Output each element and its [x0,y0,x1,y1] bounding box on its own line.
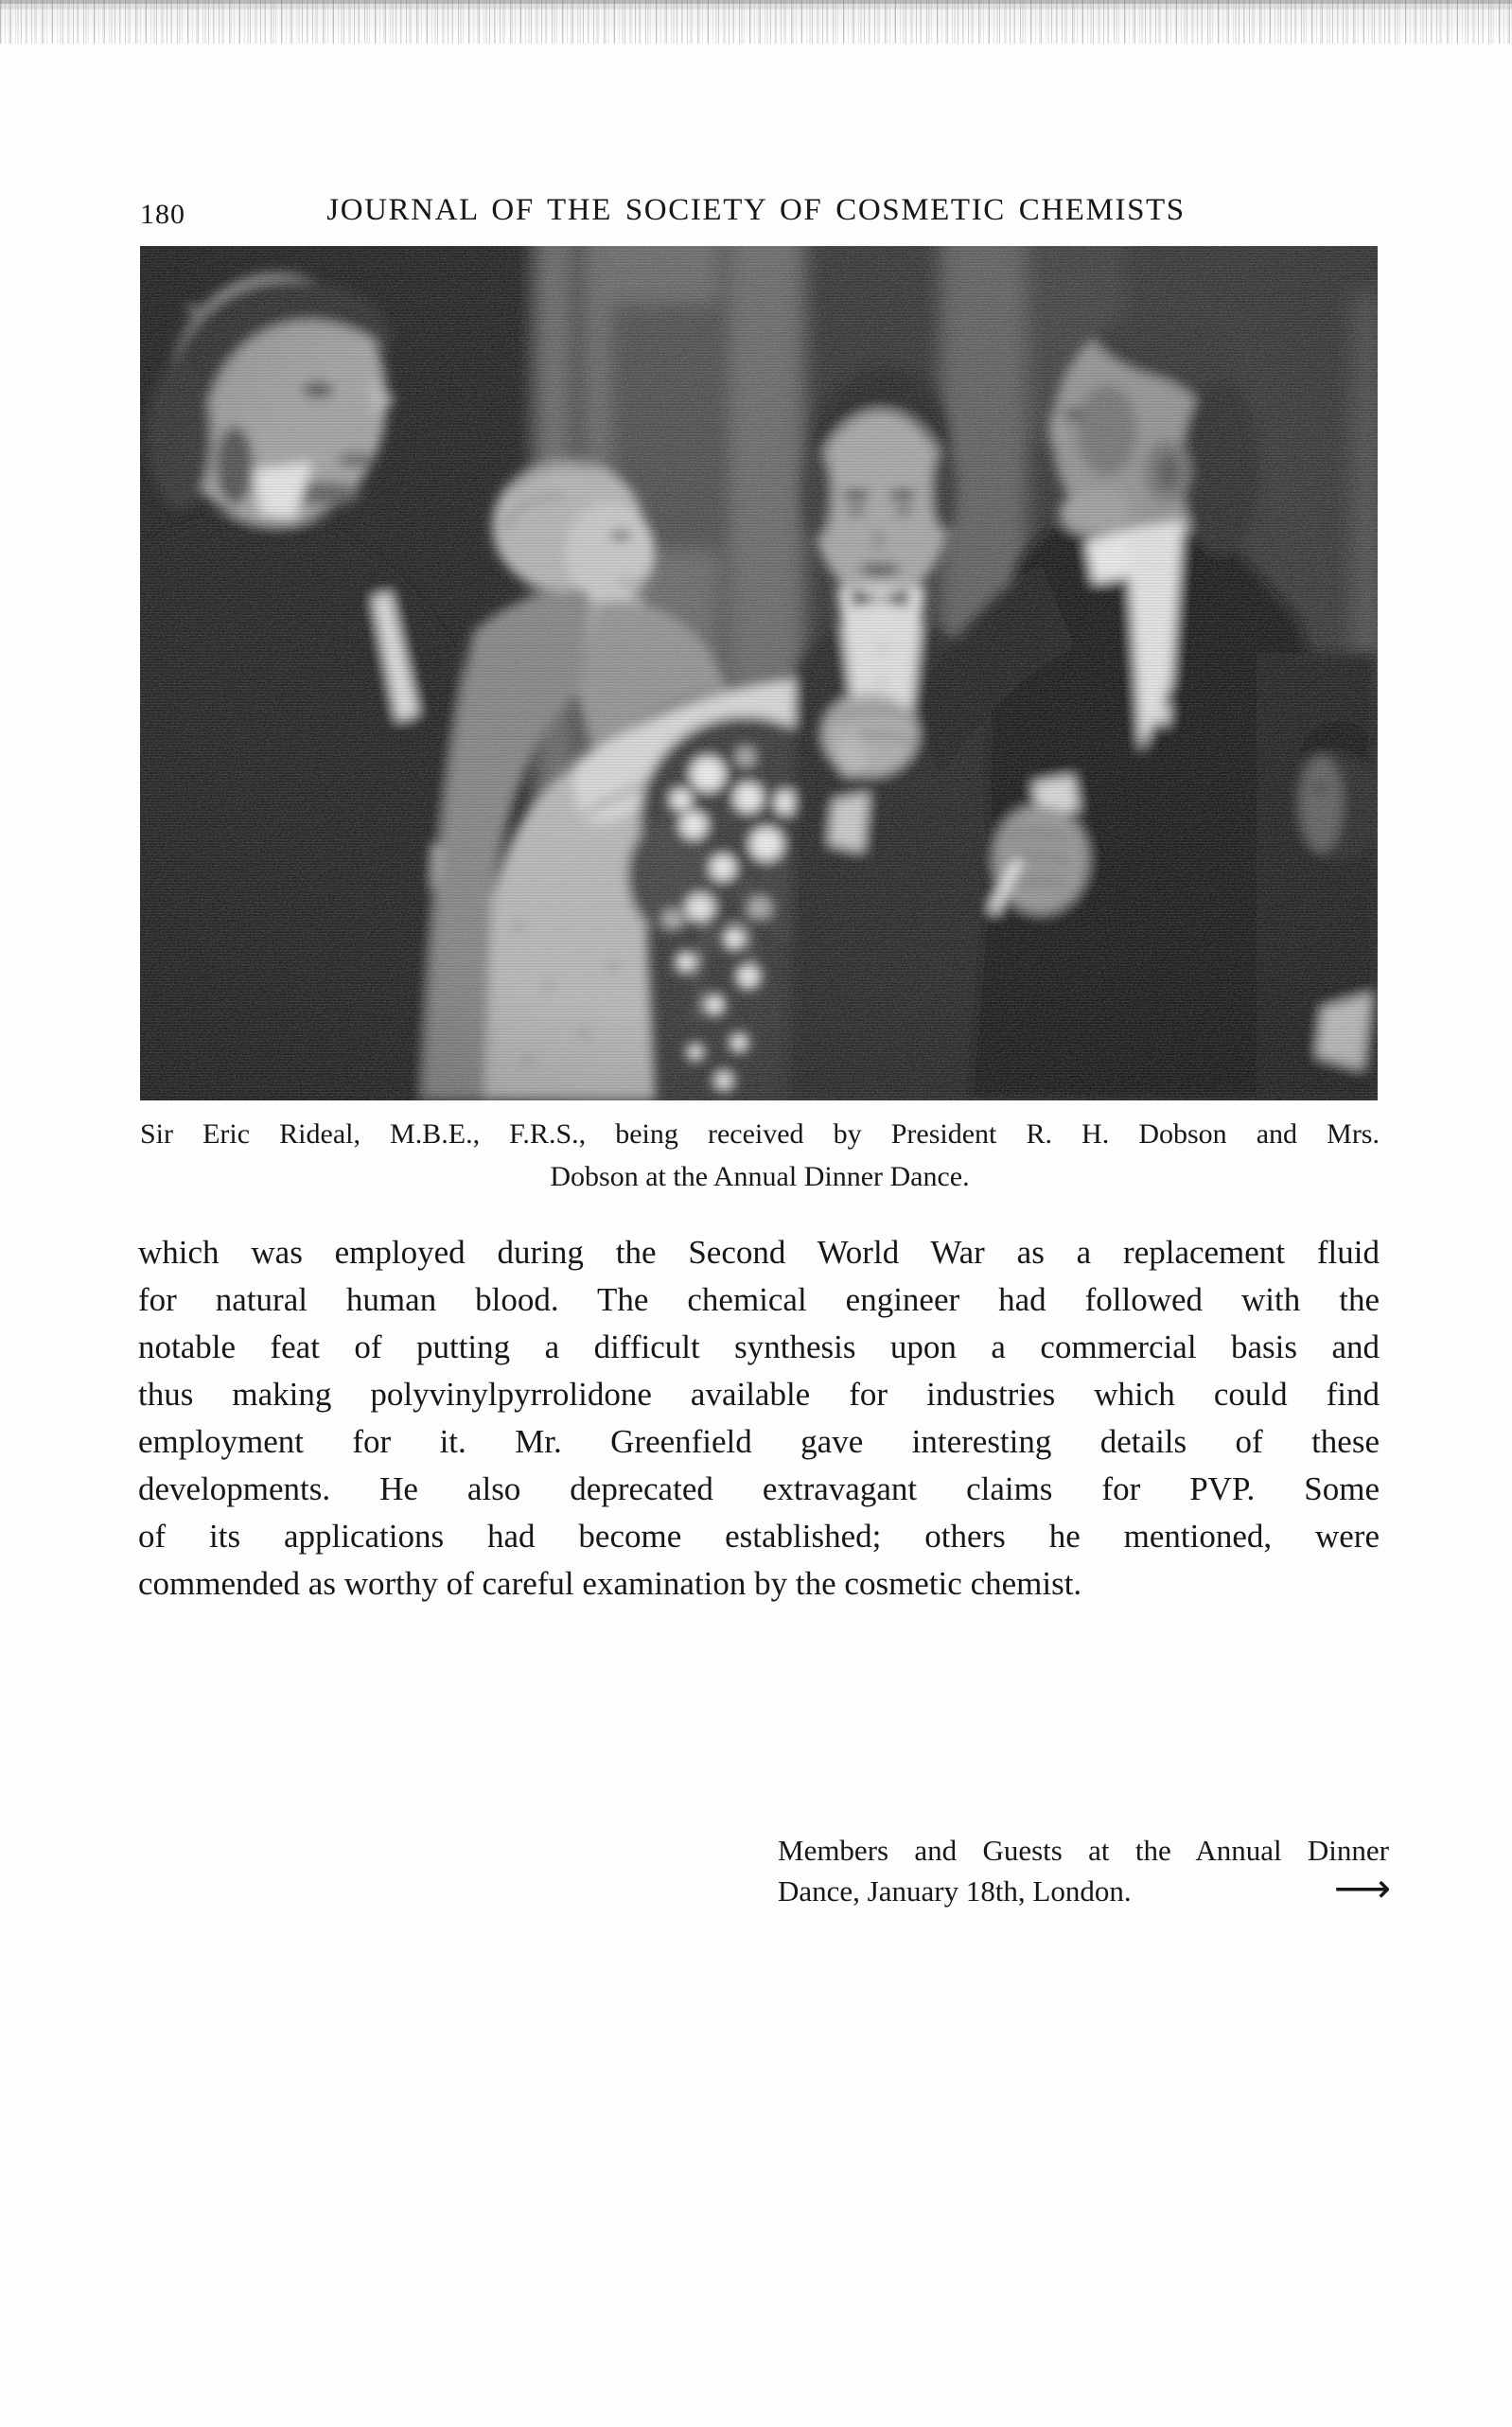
photograph [140,246,1378,1100]
photograph-scene [140,246,1378,1100]
next-page-note-line: Members and Guests at the Annual Dinner [778,1834,1389,1867]
article-line: developments. He also deprecated extravagant claims for PVP. Some [138,1470,1380,1507]
article-line: of its applications had become established; others he mentioned, were [138,1518,1380,1555]
photo-caption-line: Sir Eric Rideal, M.B.E., F.R.S., being received by President R. H. Dobson and Mrs. [140,1118,1380,1150]
photo-caption-line: Dobson at the Annual Dinner Dance. [550,1161,970,1192]
journal-title: JOURNAL OF THE SOCIETY OF COSMETIC CHEMISTS [326,193,1186,227]
article-line: thus making polyvinylpyrrolidone available for industries which could find [138,1376,1380,1413]
page-number: 180 [140,199,185,230]
next-page-note-line: Dance, January 18th, London. [778,1874,1132,1908]
article-line: for natural human blood. The chemical engineer had followed with the [138,1281,1380,1318]
article-line: commended as worthy of careful examination by the cosmetic chemist. [138,1565,1082,1602]
arrow-right-icon: ⟶ [1333,1865,1389,1911]
photo-caption [140,1113,1380,1198]
scan-artifact-band [0,0,1512,44]
article-line: notable feat of putting a difficult synthesis upon a commercial basis and [138,1328,1380,1365]
article-line: employment for it. Mr. Greenfield gave interesting details of these [138,1423,1380,1460]
article-line: which was employed during the Second World War as a replacement fluid [138,1234,1380,1271]
article-paragraph [138,1229,1380,1608]
next-page-note [778,1830,1389,1911]
page-header [0,193,1512,237]
